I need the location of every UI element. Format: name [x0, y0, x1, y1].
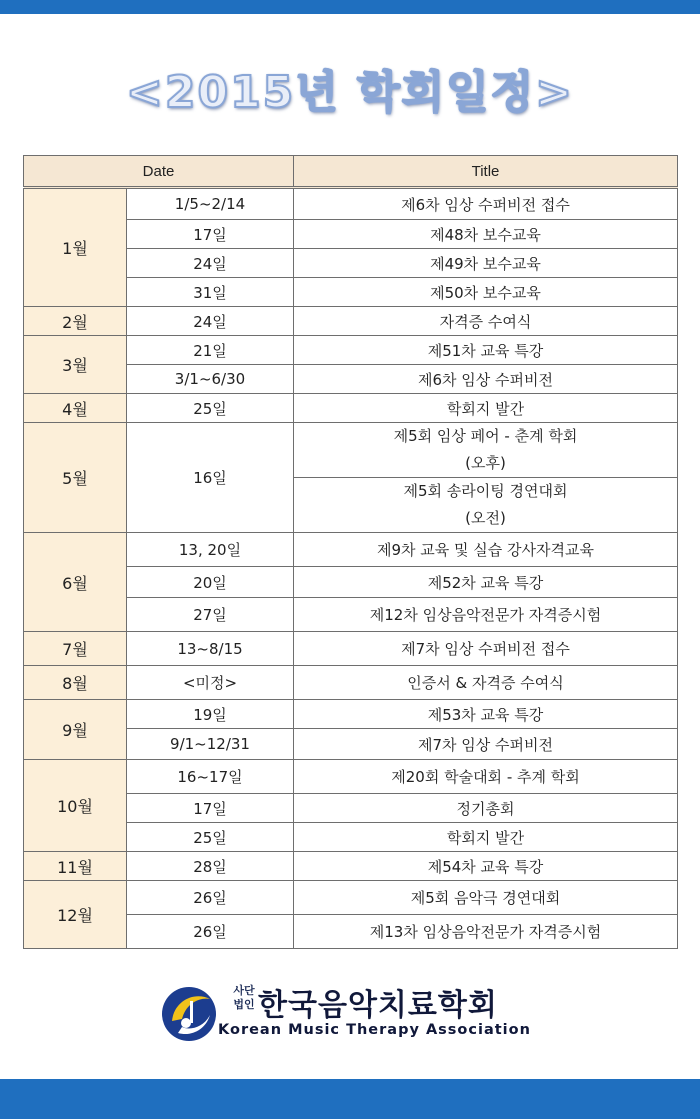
- date-cell: <미정>: [127, 666, 294, 700]
- date-cell: 21일: [127, 336, 294, 365]
- date-cell: 27일: [127, 598, 294, 632]
- title-cell: [294, 881, 678, 915]
- date-cell: 26일: [127, 915, 294, 949]
- title-line: 제48차 보수교육: [430, 225, 541, 244]
- month-cell: 8월: [24, 666, 127, 700]
- title-line: 제12차 임상음악전문가 자격증시험: [369, 606, 602, 624]
- title-line: 제50차 보수교육: [430, 283, 541, 302]
- title-line: 정기총회: [456, 799, 515, 818]
- title-line: 제5회 임상 페어 - 춘계 학회: [393, 427, 578, 445]
- table-row: [24, 533, 678, 567]
- date-cell: 24일: [127, 307, 294, 336]
- title-cell: [294, 220, 678, 249]
- table-row: [24, 632, 678, 666]
- date-cell: 3/1~6/30: [127, 365, 294, 394]
- date-cell: 28일: [127, 852, 294, 881]
- title-cell: [294, 823, 678, 852]
- title-line: 인증서 & 자격증 수여식: [407, 674, 564, 692]
- title-cell: [294, 915, 678, 949]
- month-cell: 10월: [24, 760, 127, 852]
- month-cell: 9월: [24, 700, 127, 760]
- music-note-emblem-icon: [160, 983, 218, 1045]
- title-line: 제49차 보수교육: [430, 254, 541, 273]
- date-cell: 19일: [127, 700, 294, 729]
- month-cell: 12월: [24, 881, 127, 949]
- title-line: 제52차 교육 특강: [427, 573, 544, 592]
- title-cell: [294, 852, 678, 881]
- title-line: 자격증 수여식: [439, 312, 532, 331]
- title-cell: [294, 394, 678, 423]
- title-cell: [294, 423, 678, 478]
- title-header: Title: [294, 156, 678, 188]
- title-cell: [294, 760, 678, 794]
- table-row: [24, 423, 678, 478]
- title-cell: [294, 729, 678, 760]
- association-logo: [160, 978, 540, 1050]
- date-cell: 13~8/15: [127, 632, 294, 666]
- title-line: 제5회 송라이팅 경연대회: [403, 482, 568, 500]
- title-cell: [294, 365, 678, 394]
- title-line: (오전): [465, 509, 506, 527]
- title-line: 학회지 발간: [446, 828, 525, 847]
- title-line: 제53차 교육 특강: [427, 705, 544, 724]
- bottom-accent-bar: [0, 1079, 700, 1119]
- title-cell: [294, 700, 678, 729]
- association-name-en: Korean Music Therapy Association: [218, 1022, 531, 1038]
- date-cell: 25일: [127, 394, 294, 423]
- date-cell: 24일: [127, 249, 294, 278]
- title-cell: [294, 307, 678, 336]
- month-cell: 2월: [24, 307, 127, 336]
- month-cell: 6월: [24, 533, 127, 632]
- title-line: 제5회 음악극 경연대회: [410, 889, 561, 907]
- table-row: [24, 188, 678, 220]
- title-cell: [294, 598, 678, 632]
- month-cell: 3월: [24, 336, 127, 394]
- page-title: <2015년 학회일정>: [125, 67, 575, 118]
- title-cell: [294, 278, 678, 307]
- title-line: 제9차 교육 및 실습 강사자격교육: [377, 541, 594, 559]
- title-line: 제54차 교육 특강: [427, 857, 544, 876]
- title-line: 학회지 발간: [446, 399, 525, 418]
- top-accent-bar: [0, 0, 700, 14]
- month-cell: 11월: [24, 852, 127, 881]
- title-cell: [294, 794, 678, 823]
- title-cell: [294, 336, 678, 365]
- table-row: [24, 307, 678, 336]
- month-cell: 4월: [24, 394, 127, 423]
- table-row: [24, 336, 678, 365]
- title-cell: [294, 666, 678, 700]
- date-cell: 20일: [127, 567, 294, 598]
- title-line: 제6차 임상 수퍼비전 접수: [401, 195, 570, 214]
- month-cell: 7월: [24, 632, 127, 666]
- title-cell: [294, 188, 678, 220]
- date-cell: 31일: [127, 278, 294, 307]
- title-cell: [294, 249, 678, 278]
- table-row: [24, 700, 678, 729]
- title-line: 제20회 학술대회 - 추계 학회: [391, 768, 580, 786]
- table-row: [24, 852, 678, 881]
- association-name-ko: 한국음악치료학회: [258, 988, 498, 1023]
- table-row: [24, 666, 678, 700]
- date-cell: 17일: [127, 794, 294, 823]
- date-cell: 25일: [127, 823, 294, 852]
- title-line: 제13차 임상음악전문가 자격증시험: [369, 923, 602, 941]
- title-line: 제7차 임상 수퍼비전: [417, 735, 553, 754]
- title-cell: [294, 478, 678, 533]
- date-cell: 17일: [127, 220, 294, 249]
- date-cell: 16일: [127, 423, 294, 533]
- date-header: Date: [24, 156, 294, 188]
- month-cell: 5월: [24, 423, 127, 533]
- title-line: 제7차 임상 수퍼비전 접수: [401, 640, 570, 658]
- date-cell: 13, 20일: [127, 533, 294, 567]
- title-line: 제6차 임상 수퍼비전: [417, 370, 553, 389]
- date-cell: 26일: [127, 881, 294, 915]
- table-row: [24, 760, 678, 794]
- title-cell: [294, 632, 678, 666]
- title-cell: [294, 533, 678, 567]
- date-cell: 16~17일: [127, 760, 294, 794]
- badge-bottom-text: 법인: [233, 998, 255, 1011]
- title-line: (오후): [465, 454, 506, 472]
- month-cell: 1월: [24, 188, 127, 307]
- table-row: [24, 881, 678, 915]
- table-header-row: [24, 156, 678, 188]
- title-line: 제51차 교육 특강: [427, 341, 544, 360]
- badge-top-text: 사단: [233, 984, 255, 997]
- schedule-table: [23, 155, 678, 949]
- date-cell: 9/1~12/31: [127, 729, 294, 760]
- table-row: [24, 394, 678, 423]
- title-cell: [294, 567, 678, 598]
- date-cell: 1/5~2/14: [127, 188, 294, 220]
